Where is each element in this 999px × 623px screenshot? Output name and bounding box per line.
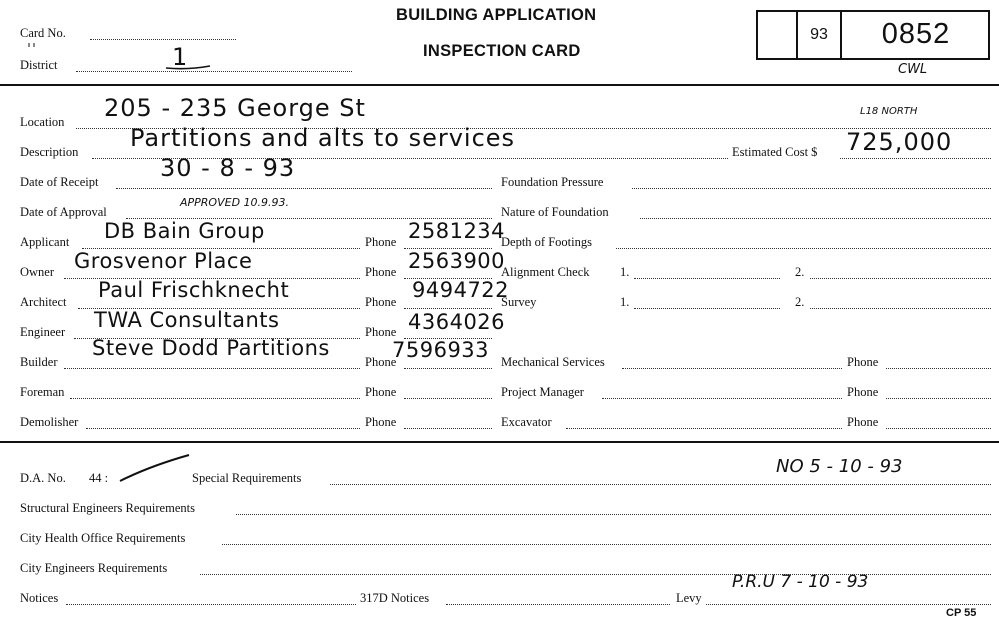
- builder-label: Builder: [20, 355, 58, 369]
- architect-phone-value: 9494722: [412, 278, 510, 302]
- date-of-approval-value: APPROVED 10.9.93.: [180, 196, 290, 209]
- demolisher-label: Demolisher: [20, 415, 79, 429]
- location-label: Location: [20, 115, 65, 129]
- survey-label: Survey: [501, 295, 537, 309]
- title-line-2: INSPECTION CARD: [423, 42, 581, 60]
- project-manager-label: Project Manager: [501, 385, 584, 399]
- applicant-value: DB Bain Group: [104, 219, 265, 243]
- alignment-check-1-label: 1.: [620, 265, 630, 279]
- da-no-slash-stroke: [120, 455, 189, 481]
- special-requirements-value: NO 5 - 10 - 93: [776, 456, 903, 477]
- survey-1-label: 1.: [620, 295, 630, 309]
- owner-value: Grosvenor Place: [74, 249, 253, 273]
- builder-value: Steve Dodd Partitions: [92, 336, 330, 360]
- architect-label: Architect: [20, 295, 67, 309]
- location-note: L18 NORTH: [860, 106, 918, 117]
- card-prefix: 93: [810, 26, 828, 43]
- mechanical-services-phone-label: Phone: [847, 355, 879, 369]
- location-value: 205 - 235 George St: [104, 94, 366, 122]
- estimated-cost-value: 725,000: [846, 128, 953, 156]
- excavator-label: Excavator: [501, 415, 552, 429]
- excavator-phone-label: Phone: [847, 415, 879, 429]
- architect-phone-label: Phone: [365, 295, 397, 309]
- alignment-check-2-label: 2.: [795, 265, 805, 279]
- da-no-label: D.A. No.: [20, 471, 66, 485]
- district-label: District: [20, 58, 58, 72]
- district-tick-marks: [29, 43, 34, 47]
- applicant-phone-label: Phone: [365, 235, 397, 249]
- nature-of-foundation-label: Nature of Foundation: [501, 205, 609, 219]
- foreman-phone-label: Phone: [365, 385, 397, 399]
- applicant-phone-value: 2581234: [408, 219, 506, 243]
- da-no-value: 44 :: [89, 471, 109, 485]
- form-code: CP 55: [946, 607, 977, 619]
- depth-of-footings-label: Depth of Footings: [501, 235, 592, 249]
- mechanical-services-label: Mechanical Services: [501, 355, 605, 369]
- owner-label: Owner: [20, 265, 55, 279]
- demolisher-phone-label: Phone: [365, 415, 397, 429]
- owner-phone-value: 2563900: [408, 249, 506, 273]
- estimated-cost-label: Estimated Cost $: [732, 145, 818, 159]
- description-value: Partitions and alts to services: [130, 124, 516, 152]
- notices-317d-label: 317D Notices: [360, 591, 430, 605]
- architect-value: Paul Frischknecht: [98, 278, 290, 302]
- initials: CWL: [898, 62, 928, 77]
- notices-label: Notices: [20, 591, 59, 605]
- date-of-receipt-value: 30 - 8 - 93: [160, 154, 296, 182]
- description-label: Description: [20, 145, 79, 159]
- alignment-check-label: Alignment Check: [501, 265, 590, 279]
- special-requirements-label: Special Requirements: [192, 471, 302, 485]
- project-manager-phone-label: Phone: [847, 385, 879, 399]
- date-of-approval-label: Date of Approval: [20, 205, 107, 219]
- engineer-value: TWA Consultants: [94, 308, 280, 332]
- city-engineers-label: City Engineers Requirements: [20, 561, 168, 575]
- district-underline-stroke: [166, 66, 210, 69]
- engineer-label: Engineer: [20, 325, 66, 339]
- foundation-pressure-label: Foundation Pressure: [501, 175, 604, 189]
- builder-phone-label: Phone: [365, 355, 397, 369]
- date-of-receipt-label: Date of Receipt: [20, 175, 99, 189]
- engineer-phone-value: 4364026: [408, 310, 506, 334]
- structural-engineers-label: Structural Engineers Requirements: [20, 501, 195, 515]
- applicant-label: Applicant: [20, 235, 70, 249]
- builder-phone-value: 7596933: [392, 338, 490, 362]
- foreman-label: Foreman: [20, 385, 65, 399]
- engineer-phone-label: Phone: [365, 325, 397, 339]
- survey-2-label: 2.: [795, 295, 805, 309]
- card-number: 0852: [881, 18, 951, 50]
- title-line-1: BUILDING APPLICATION: [396, 6, 597, 24]
- levy-label: Levy: [676, 591, 702, 605]
- owner-phone-label: Phone: [365, 265, 397, 279]
- levy-value: P.R.U 7 - 10 - 93: [732, 572, 869, 592]
- city-health-office-label: City Health Office Requirements: [20, 531, 186, 545]
- district-value: 1: [172, 43, 189, 71]
- card-no-label: Card No.: [20, 26, 66, 40]
